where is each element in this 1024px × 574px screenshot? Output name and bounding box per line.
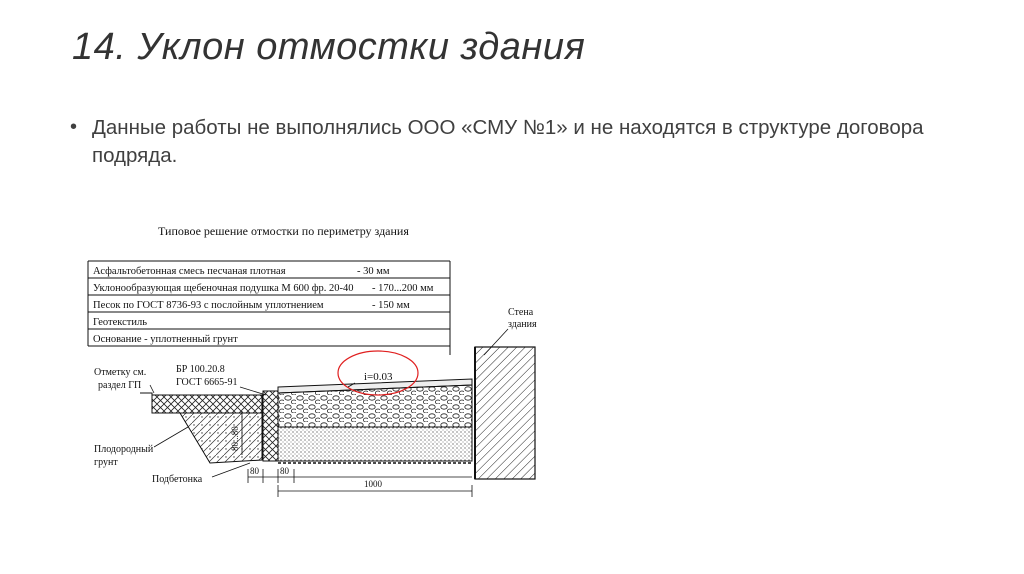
layer-name: Основание - уплотненный грунт	[93, 334, 238, 345]
fertile-soil	[152, 395, 262, 463]
drawing-title: Типовое решение отмостки по периметру здания	[158, 224, 409, 238]
elevation-mark-label: раздел ГП	[98, 380, 142, 391]
wall-label: здания	[508, 319, 537, 330]
layer-name: Асфальтобетонная смесь песчаная плотная	[93, 266, 286, 277]
soil-label: Плодородный	[94, 444, 154, 455]
dimension-label: 80...80	[230, 426, 240, 451]
elevation-mark-label: Отметку см.	[94, 367, 147, 378]
layer-name: Геотекстиль	[93, 317, 148, 328]
pavement-cross-section-drawing	[80, 215, 560, 500]
dimension-label: 80	[280, 466, 289, 476]
dimension-label: 80	[250, 466, 259, 476]
curb-label: ГОСТ 6665-91	[176, 377, 238, 388]
bullet-text: Данные работы не выполнялись ООО «СМУ №1» и не находятся в структуре договора подряда.	[92, 116, 924, 167]
layer-name: Песок по ГОСТ 8736-93 с послойным уплотнением	[93, 300, 324, 311]
curb-label: БР 100.20.8	[176, 364, 225, 375]
bullet-marker: •	[70, 116, 78, 138]
building-wall	[475, 347, 535, 479]
layer-thickness: - 150 мм	[372, 300, 410, 311]
pavement-layers	[278, 379, 472, 463]
wall-label: Стена	[508, 307, 534, 318]
dimension-label: 1000	[364, 479, 382, 489]
layer-thickness: - 170...200 мм	[372, 283, 434, 294]
layer-thickness: - 30 мм	[357, 266, 390, 277]
slide-title: 14. Уклон отмостки здания	[72, 26, 586, 68]
layer-name: Уклонообразующая щебеночная подушка М 600 фр. 20-40	[93, 283, 354, 294]
curb-stone	[263, 391, 278, 461]
concrete-base-label: Подбетонка	[152, 474, 203, 485]
bullet-list	[70, 114, 950, 170]
slope-value: i=0.03	[364, 371, 393, 383]
soil-label: грунт	[94, 457, 118, 468]
